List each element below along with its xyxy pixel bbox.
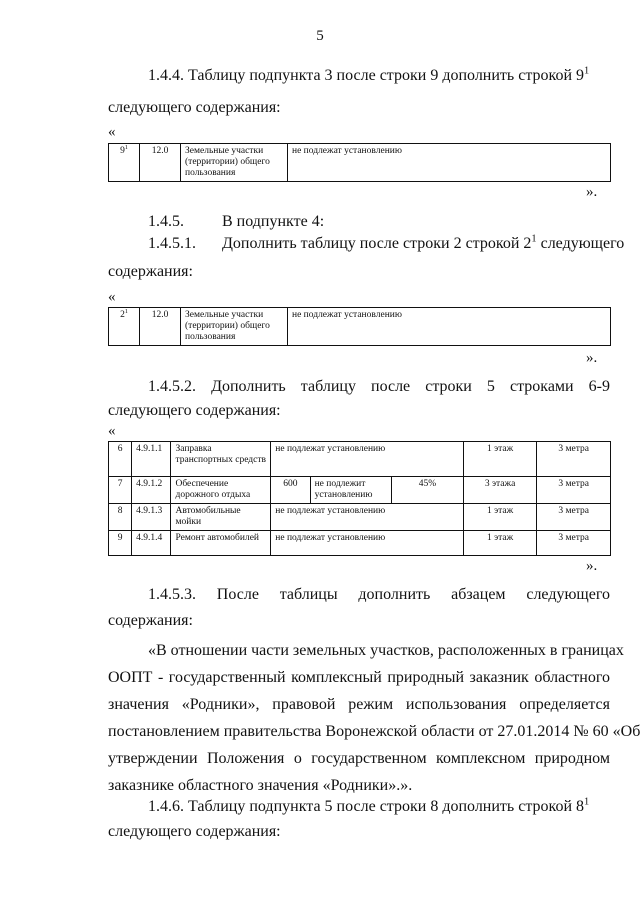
cell-name: Заправка транспортных средств bbox=[171, 442, 271, 477]
cell-floors: 1 этаж bbox=[463, 504, 537, 531]
paragraph-1-4-5-2-line1: 1.4.5.2. Дополнить таблицу после строки 5 строками 6-9 bbox=[148, 378, 610, 395]
cell-code: 4.9.1.1 bbox=[132, 442, 171, 477]
table-row bbox=[109, 504, 611, 531]
cell-height: 3 метра bbox=[537, 531, 611, 556]
cell-code: 12.0 bbox=[140, 308, 181, 346]
cell-height: 3 метра bbox=[537, 504, 611, 531]
cell-code: 4.9.1.2 bbox=[132, 477, 171, 504]
paragraph-1-4-5-1-line2: содержания: bbox=[108, 263, 193, 280]
cell-value: не подлежат установлению bbox=[271, 442, 464, 477]
close-quote: ». bbox=[586, 350, 598, 366]
open-quote: « bbox=[108, 423, 116, 439]
cell-name: Земельные участки (территории) общего пользования bbox=[181, 144, 288, 182]
cell-floors: 1 этаж bbox=[463, 531, 537, 556]
cell-num: $9^1$ bbox=[109, 144, 140, 182]
cell-num: 9 bbox=[109, 531, 132, 556]
cell-code: 4.9.1.4 bbox=[132, 531, 171, 556]
cell-value: не подлежат установлению bbox=[271, 531, 464, 556]
cell-name: Ремонт автомобилей bbox=[171, 531, 271, 556]
quoted-line: «В отношении части земельных участков, расположенных в границах bbox=[148, 642, 624, 659]
paragraph-1-4-4-line2: следующего содержания: bbox=[108, 99, 281, 116]
cell-num: 8 bbox=[109, 504, 132, 531]
open-quote: « bbox=[108, 289, 116, 305]
cell-max-area: не подлежит установлению bbox=[310, 477, 392, 504]
cell-value: не подлежат установлению bbox=[288, 308, 611, 346]
paragraph-1-4-5-number: 1.4.5. bbox=[148, 213, 184, 230]
cell-code: 12.0 bbox=[140, 144, 181, 182]
paragraph-1-4-5-3-line1: 1.4.5.3. После таблицы дополнить абзацем следующего bbox=[148, 586, 610, 603]
cell-name: Земельные участки (территории) общего пользования bbox=[181, 308, 288, 346]
cell-code: 4.9.1.3 bbox=[132, 504, 171, 531]
table-rows-6-9 bbox=[108, 441, 611, 556]
table-row bbox=[109, 308, 611, 346]
quoted-line: значения «Родники», правовой режим использования определяется bbox=[108, 696, 610, 713]
paragraph-1-4-5-text: В подпункте 4: bbox=[222, 213, 325, 230]
table-row bbox=[109, 477, 611, 504]
paragraph-1-4-5-1-text: Дополнить таблицу после строки 2 строкой $2^1$ следующего bbox=[222, 233, 625, 252]
paragraph-1-4-4-line1: 1.4.4. Таблицу подпункта 3 после строки 9 дополнить строкой $9^1$ bbox=[148, 65, 590, 84]
cell-value: не подлежат установлению bbox=[271, 504, 464, 531]
cell-value: не подлежат установлению bbox=[288, 144, 611, 182]
cell-num: 7 bbox=[109, 477, 132, 504]
cell-height: 3 метра bbox=[537, 442, 611, 477]
quoted-line: ООПТ - государственный комплексный природный заказник областного bbox=[108, 669, 610, 686]
quoted-paragraph bbox=[108, 637, 640, 799]
cell-coverage: 45% bbox=[392, 477, 464, 504]
cell-height: 3 метра bbox=[537, 477, 611, 504]
cell-floors: 3 этажа bbox=[463, 477, 537, 504]
cell-name: Автомобильные мойки bbox=[171, 504, 271, 531]
table-row bbox=[109, 531, 611, 556]
cell-num: 6 bbox=[109, 442, 132, 477]
table-row bbox=[109, 144, 611, 182]
quoted-line: постановлением правительства Воронежской области от 27.01.2014 № 60 «Об bbox=[108, 723, 640, 740]
paragraph-1-4-6-line2: следующего содержания: bbox=[108, 823, 281, 840]
page-number: 5 bbox=[316, 28, 324, 44]
table-row-9-1 bbox=[108, 143, 611, 182]
table-row-2-1 bbox=[108, 307, 611, 346]
cell-name: Обеспечение дорожного отдыха bbox=[171, 477, 271, 504]
cell-floors: 1 этаж bbox=[463, 442, 537, 477]
paragraph-1-4-5-1-number: 1.4.5.1. bbox=[148, 235, 196, 252]
quoted-line: заказнике областного значения «Родники».». bbox=[108, 777, 413, 794]
cell-num: $2^1$ bbox=[109, 308, 140, 346]
paragraph-1-4-5-2-line2: следующего содержания: bbox=[108, 402, 281, 419]
cell-min-area: 600 bbox=[271, 477, 310, 504]
paragraph-1-4-6-line1: 1.4.6. Таблицу подпункта 5 после строки 8 дополнить строкой $8^1$ bbox=[148, 796, 590, 815]
close-quote: ». bbox=[586, 558, 598, 574]
table-row bbox=[109, 442, 611, 477]
close-quote: ». bbox=[586, 184, 598, 200]
paragraph-1-4-5-3-line2: содержания: bbox=[108, 612, 193, 629]
open-quote: « bbox=[108, 124, 116, 140]
quoted-line: утверждении Положения о государственном комплексном природном bbox=[108, 750, 610, 767]
